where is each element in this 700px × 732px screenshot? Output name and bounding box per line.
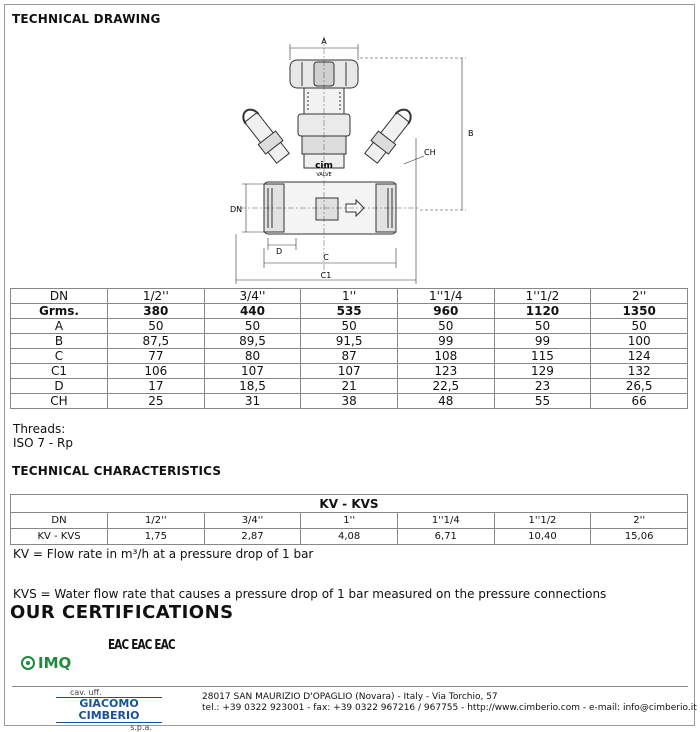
table-cell: 87,5 [108, 334, 205, 349]
dim-c-label: C [323, 253, 329, 262]
table-cell: 87 [301, 349, 398, 364]
row-label: DN [11, 289, 108, 304]
table-cell: 1350 [591, 304, 688, 319]
row-label: KV - KVS [11, 529, 108, 545]
table-cell: 91,5 [301, 334, 398, 349]
table-row [11, 394, 688, 409]
dimensions-table [10, 288, 688, 409]
table-row [11, 364, 688, 379]
table-cell: 50 [591, 319, 688, 334]
logo-top: cav. uff. [70, 688, 102, 697]
imq-icon [21, 656, 35, 670]
table-cell: 3/4'' [204, 513, 301, 529]
dim-c1-label: C1 [320, 271, 332, 280]
table-cell: 50 [204, 319, 301, 334]
table-cell: 66 [591, 394, 688, 409]
table-cell: 25 [108, 394, 205, 409]
table-cell: 115 [494, 349, 591, 364]
table-row [11, 334, 688, 349]
table-cell: 107 [204, 364, 301, 379]
table-cell: 129 [494, 364, 591, 379]
contacts-line: tel.: +39 0322 923001 - fax: +39 0322 967216 / 967755 - http://www.cimberio.com - e-mail: info@cimberio.it [202, 703, 697, 713]
brand-mark: cim [315, 161, 333, 171]
table-row [11, 513, 688, 529]
table-cell: 1120 [494, 304, 591, 319]
kvs-note: KVS = Water flow rate that causes a pressure drop of 1 bar measured on the pressure connections [13, 587, 607, 601]
imq-logo [21, 654, 71, 672]
table-cell: 960 [397, 304, 494, 319]
row-label: B [11, 334, 108, 349]
dim-ch-label: CH [424, 148, 436, 157]
table-cell: 38 [301, 394, 398, 409]
table-cell: 10,40 [494, 529, 591, 545]
row-label: A [11, 319, 108, 334]
table-cell: 2'' [591, 513, 688, 529]
table-cell: 440 [204, 304, 301, 319]
table-cell: 17 [108, 379, 205, 394]
table-cell: 22,5 [397, 379, 494, 394]
footer-divider [12, 686, 688, 687]
table-cell: 23 [494, 379, 591, 394]
table-row [11, 349, 688, 364]
table-cell: 100 [591, 334, 688, 349]
table-cell: 2,87 [204, 529, 301, 545]
table-cell: 31 [204, 394, 301, 409]
table-cell: 50 [494, 319, 591, 334]
table-cell: 50 [108, 319, 205, 334]
table-cell: 77 [108, 349, 205, 364]
table-cell: 1''1/2 [494, 289, 591, 304]
address-line: 28017 SAN MAURIZIO D'OPAGLIO (Novara) - Italy - Via Torchio, 57 [202, 692, 498, 702]
table-cell: 4,08 [301, 529, 398, 545]
table-cell: 50 [397, 319, 494, 334]
table-cell: 124 [591, 349, 688, 364]
kv-table [10, 494, 688, 545]
threads-info [13, 422, 73, 450]
table-cell: 48 [397, 394, 494, 409]
eac-mark: EAC EAC EAC [108, 638, 175, 653]
table-cell: 6,71 [397, 529, 494, 545]
table-cell: 1''1/4 [397, 513, 494, 529]
dim-b-label: B [468, 129, 474, 138]
dim-d-label: D [276, 247, 283, 256]
logo-bottom: s.p.a. [130, 723, 152, 732]
table-cell: 106 [108, 364, 205, 379]
kv-note: KV = Flow rate in m³/h at a pressure drop of 1 bar [13, 547, 314, 561]
table-cell: 380 [108, 304, 205, 319]
row-label: C [11, 349, 108, 364]
table-cell: 80 [204, 349, 301, 364]
table-cell: 1/2'' [108, 513, 205, 529]
table-cell: 1,75 [108, 529, 205, 545]
table-cell: 123 [397, 364, 494, 379]
table-cell: 26,5 [591, 379, 688, 394]
table-cell: 15,06 [591, 529, 688, 545]
table-cell: 108 [397, 349, 494, 364]
valve-drawing [220, 34, 490, 288]
table-cell: 18,5 [204, 379, 301, 394]
threads-label: Threads: [13, 422, 66, 436]
table-cell: 3/4'' [204, 289, 301, 304]
table-row [11, 529, 688, 545]
table-cell: 132 [591, 364, 688, 379]
threads-value: ISO 7 - Rp [13, 436, 73, 450]
table-cell: 1'' [301, 289, 398, 304]
table-cell: 2'' [591, 289, 688, 304]
table-cell: 55 [494, 394, 591, 409]
table-row [11, 304, 688, 319]
technical-characteristics-title: TECHNICAL CHARACTERISTICS [12, 464, 222, 478]
footer-address [202, 692, 697, 714]
company-logo [56, 688, 162, 732]
dim-a-label: A [321, 37, 327, 46]
table-cell: 535 [301, 304, 398, 319]
table-cell: 21 [301, 379, 398, 394]
logo-name: GIACOMO CIMBERIO [56, 697, 162, 723]
table-row [11, 379, 688, 394]
imq-text: IMQ [38, 654, 72, 672]
table-cell: 107 [301, 364, 398, 379]
technical-drawing-title: TECHNICAL DRAWING [12, 12, 161, 26]
kv-table-header: KV - KVS [11, 495, 688, 513]
row-label: CH [11, 394, 108, 409]
row-label: C1 [11, 364, 108, 379]
brand-sub: VALVE [316, 172, 332, 178]
dim-dn-label: DN [230, 205, 243, 214]
table-row [11, 289, 688, 304]
table-cell: 99 [494, 334, 591, 349]
table-cell: 1''1/4 [397, 289, 494, 304]
row-label: D [11, 379, 108, 394]
row-label: Grms. [11, 304, 108, 319]
table-row [11, 319, 688, 334]
table-cell: 1/2'' [108, 289, 205, 304]
table-cell: 1''1/2 [494, 513, 591, 529]
row-label: DN [11, 513, 108, 529]
table-cell: 89,5 [204, 334, 301, 349]
table-cell: 50 [301, 319, 398, 334]
table-cell: 99 [397, 334, 494, 349]
table-cell: 1'' [301, 513, 398, 529]
certifications-title: OUR CERTIFICATIONS [10, 602, 234, 623]
